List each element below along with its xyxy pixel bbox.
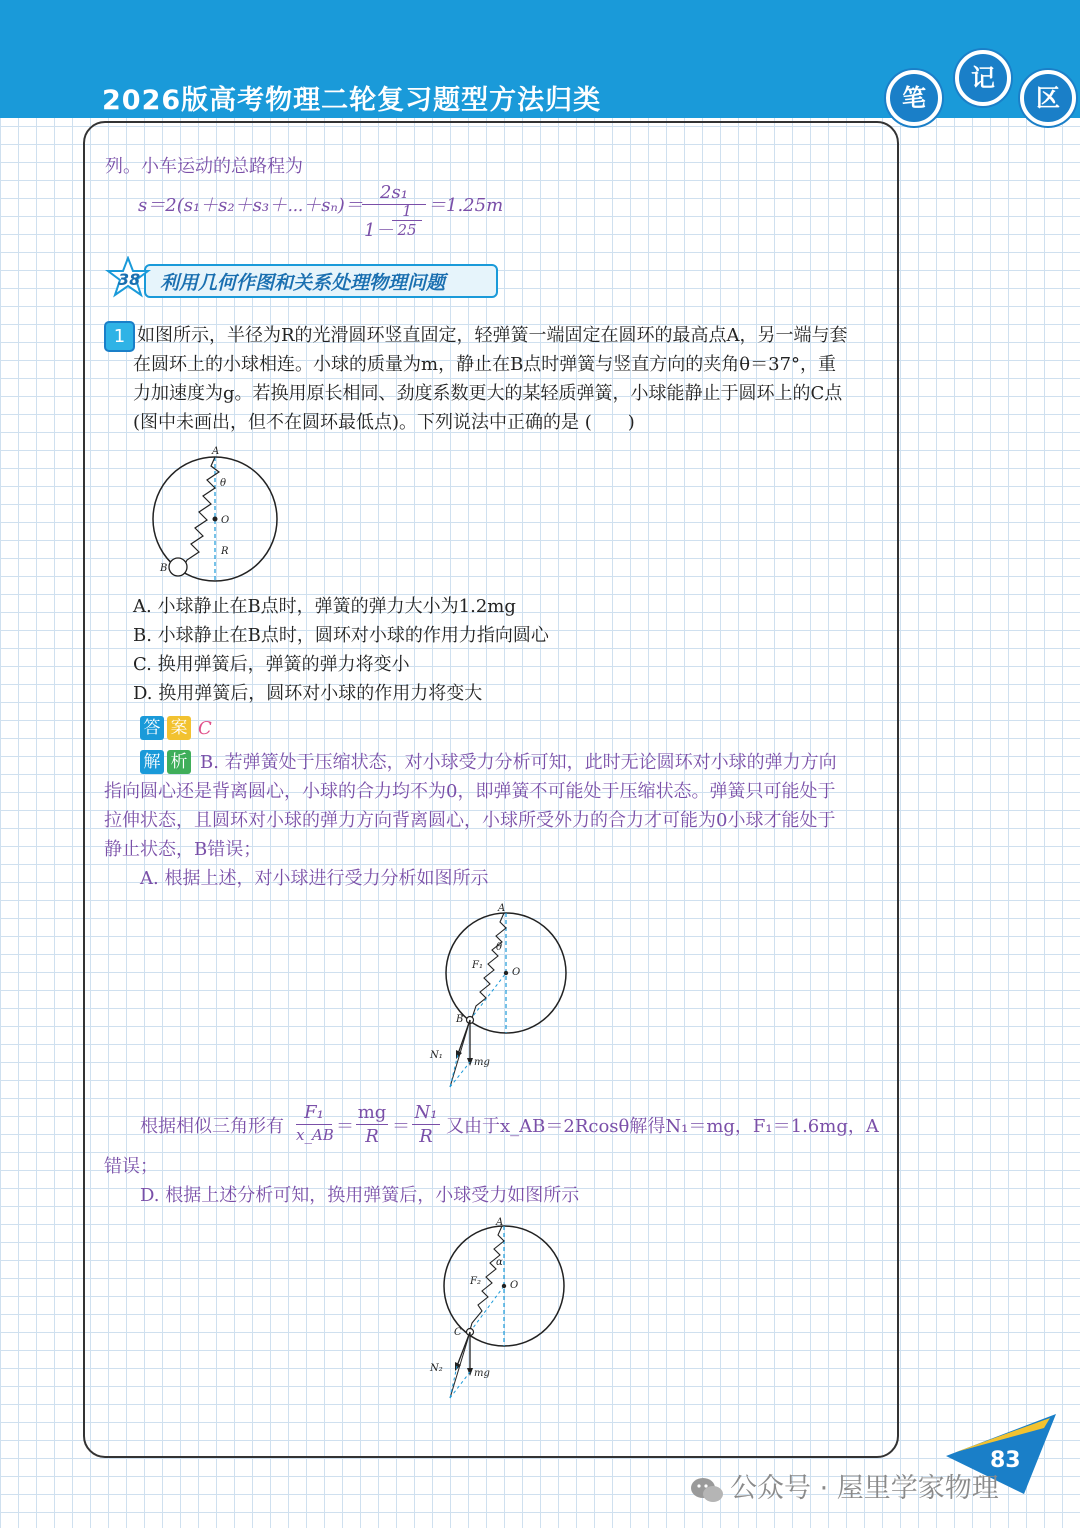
question-number-badge: 1 — [104, 321, 135, 352]
analysis-line-1: B. 若弹簧处于压缩状态，对小球受力分析可知，此时无论圆环对小球的弹力方向 — [200, 752, 837, 773]
wechat-icon — [690, 1476, 724, 1504]
section-banner — [104, 258, 496, 298]
fig1-label-theta: θ — [220, 478, 227, 489]
analysis-tag-1: 解 — [140, 750, 164, 774]
option-c: C. 换用弹簧后，弹簧的弹力将变小 — [133, 654, 410, 675]
watermark-label: 公众号 · 屋里学家物理 — [730, 1473, 999, 1504]
note-badge-3: 区 — [1020, 70, 1076, 126]
fig3-label-alpha: α — [496, 1257, 503, 1268]
wrong-line: 错误； — [104, 1156, 158, 1177]
fig1-label-R: R — [221, 546, 229, 557]
similar-prefix: 根据相似三角形有 — [140, 1116, 284, 1137]
fig3-label-mg: mg — [474, 1368, 490, 1379]
fig2-label-F: F₁ — [472, 960, 483, 971]
answer-tag-1: 答 — [140, 716, 164, 740]
frac2-num: mg — [357, 1102, 387, 1123]
option-b: B. 小球静止在B点时，圆环对小球的作用力指向圆心 — [133, 625, 549, 646]
question-line-4: (图中未画出，但不在圆环最低点)。下列说法中正确的是 ( ) — [133, 412, 635, 433]
analysis-tag-2: 析 — [167, 750, 191, 774]
fig1-label-A: A — [212, 446, 220, 457]
intro-fraction — [362, 182, 426, 242]
fig2-label-theta: θ — [496, 942, 503, 953]
fig2-label-A: A — [498, 903, 506, 914]
fig3-label-C: C — [454, 1327, 462, 1338]
intro-formula-right: ＝1.25m — [428, 195, 504, 216]
section-number: 38 — [118, 270, 141, 289]
question-line-2: 在圆环上的小球相连。小球的质量为m，静止在B点时弹簧与竖直方向的夹角θ＝37°，重 — [133, 354, 837, 375]
question-line-1: 如图所示，半径为R的光滑圆环竖直固定，轻弹簧一端固定在圆环的最高点A，另一端与套 — [137, 325, 848, 346]
fig3-label-F: F₂ — [470, 1276, 481, 1287]
intro-line: 列。小车运动的总路程为 — [105, 156, 303, 177]
frac-mg-R — [356, 1102, 388, 1147]
fig2-label-B: B — [456, 1014, 464, 1025]
fig2-label-N: N₁ — [430, 1050, 443, 1061]
frac1-den: x_AB — [296, 1126, 334, 1144]
intro-subfrac-den: 25 — [397, 221, 417, 239]
fig3-label-N: N₂ — [430, 1363, 443, 1374]
analysis-line-3: 拉伸状态，且圆环对小球的弹力方向背离圆心，小球所受外力的合力才可能为0小球才能处于 — [104, 810, 836, 831]
fig2-label-mg: mg — [474, 1057, 490, 1068]
analysis-line-4: 静止状态，B错误； — [104, 839, 262, 860]
option-a: A. 小球静止在B点时，弹簧的弹力大小为1.2mg — [133, 596, 516, 617]
similar-suffix: 又由于x_AB＝2Rcosθ解得N₁＝mg，F₁＝1.6mg，A — [446, 1116, 879, 1137]
note-badge-1: 笔 — [886, 70, 942, 126]
intro-subfrac-num: 1 — [402, 202, 412, 220]
fig2-label-O: O — [512, 967, 521, 978]
page-number: 83 — [990, 1448, 1021, 1473]
answer-value: C — [198, 718, 212, 739]
fig1-label-B: B — [160, 563, 168, 574]
figure-3-force-analysis-C — [428, 1216, 578, 1406]
option-d: D. 换用弹簧后，圆环对小球的作用力将变大 — [133, 683, 483, 704]
intro-frac-den-left: 1－ — [364, 220, 394, 241]
note-badge-2: 记 — [955, 50, 1011, 106]
intro-frac-num: 2s₁ — [380, 182, 408, 203]
analysis-a-line: A. 根据上述，对小球进行受力分析如图所示 — [140, 868, 489, 889]
fig3-label-A: A — [496, 1217, 504, 1228]
frac-F1-xAB — [296, 1102, 332, 1144]
figure-1-ring-spring — [148, 444, 288, 584]
frac3-num: N₁ — [414, 1102, 438, 1123]
question-line-3: 力加速度为g。若换用原长相同、劲度系数更大的某轻质弹簧，小球能静止于圆环上的C点 — [133, 383, 843, 404]
frac3-den: R — [419, 1126, 433, 1147]
header-title: 2026版高考物理二轮复习题型方法归类 — [102, 85, 602, 116]
intro-formula-left: s＝2(s₁＋s₂＋s₃＋⋯＋sₙ)＝ — [138, 195, 363, 216]
fig3-label-O: O — [510, 1280, 519, 1291]
analysis-line-2: 指向圆心还是背离圆心，小球的合力均不为0，即弹簧不可能处于压缩状态。弹簧只可能处于 — [104, 781, 836, 802]
answer-tag-2: 案 — [167, 716, 191, 740]
analysis-d-line: D. 根据上述分析可知，换用弹簧后，小球受力如图所示 — [140, 1185, 580, 1206]
watermark-text — [690, 1466, 999, 1505]
frac2-den: R — [365, 1126, 379, 1147]
fig1-label-O: O — [221, 515, 230, 526]
section-title: 利用几何作图和关系处理物理问题 — [160, 272, 446, 294]
frac1-num: F₁ — [304, 1102, 324, 1123]
frac-N1-R — [412, 1102, 440, 1147]
figure-2-force-analysis-B — [428, 902, 578, 1097]
